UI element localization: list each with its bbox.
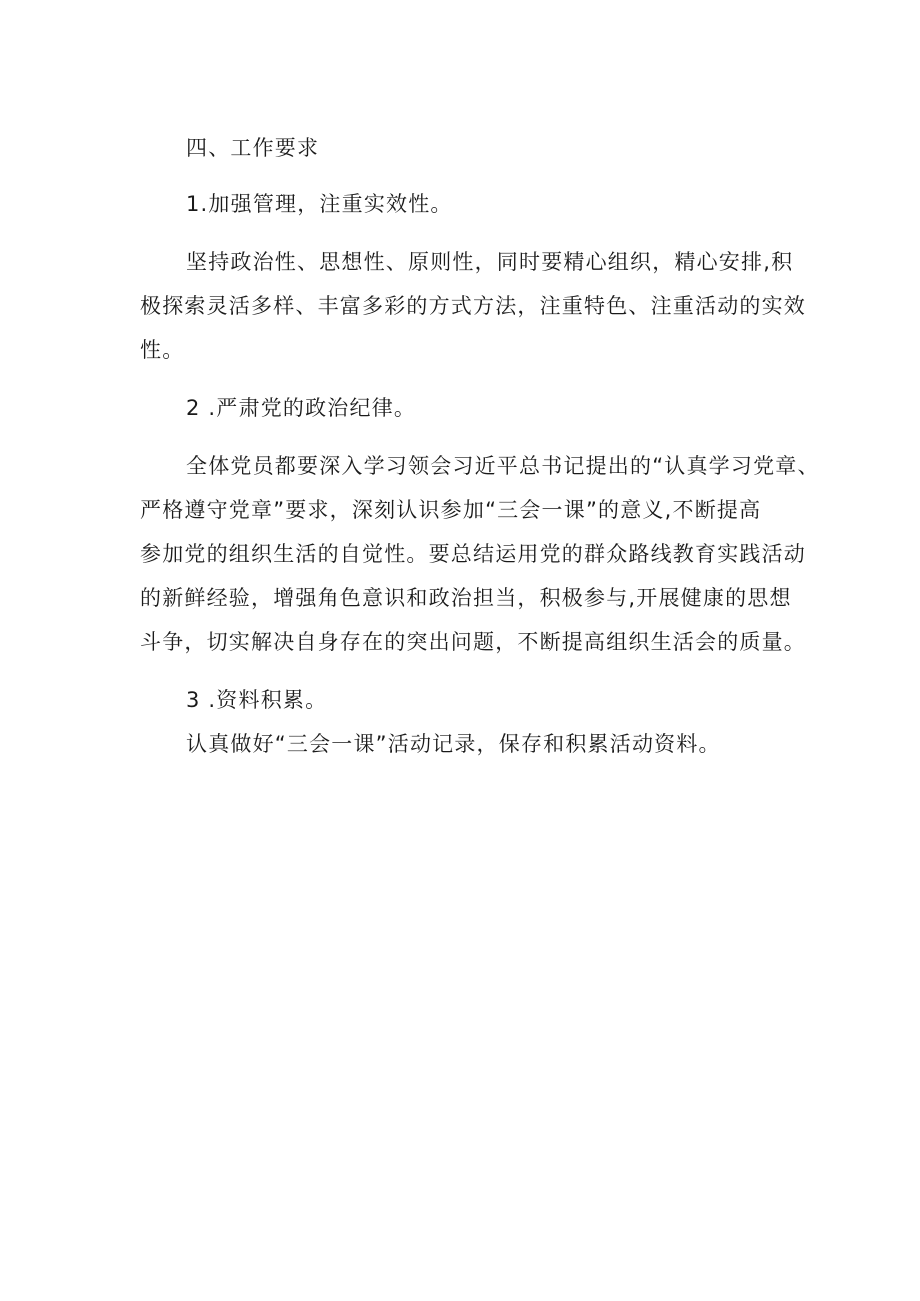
item-3-title: 3 .资料积累。: [186, 688, 328, 712]
document-body: [140, 126, 820, 780]
paragraph-line: 认真做好“三会一课”活动记录，保存和积累活动资料。: [186, 732, 721, 756]
paragraph-line: 严格遵守党章”要求，深刻认识参加“三会一课”的意义,不断提高: [140, 498, 762, 522]
paragraph-line: 极探索灵活多样、丰富多彩的方式方法，注重特色、注重活动的实效: [140, 294, 806, 318]
item-2-paragraph: [140, 444, 820, 664]
item-1-title: 1.加强管理，注重实效性。: [186, 192, 453, 216]
paragraph-line: 斗争，切实解决自身存在的突出问题，不断提高组织生活会的质量。: [140, 630, 806, 654]
paragraph-line: 全体党员都要深入学习领会习近平总书记提出的“认真学习党章、: [186, 454, 820, 478]
paragraph-line: 性。: [140, 338, 185, 362]
item-1-paragraph: [140, 240, 806, 372]
paragraph-line: 坚持政治性、思想性、原则性，同时要精心组织，精心安排,积: [186, 250, 794, 274]
paragraph-line: 参加党的组织生活的自觉性。要总结运用党的群众路线教育实践活动: [140, 542, 806, 566]
paragraph-line: 的新鲜经验，增强角色意识和政治担当，积极参与,开展健康的思想: [140, 586, 792, 610]
item-2-title: 2 .严肃党的政治纪律。: [186, 396, 417, 420]
item-3-paragraph: [140, 722, 790, 766]
section-heading: 四、工作要求: [186, 136, 320, 160]
